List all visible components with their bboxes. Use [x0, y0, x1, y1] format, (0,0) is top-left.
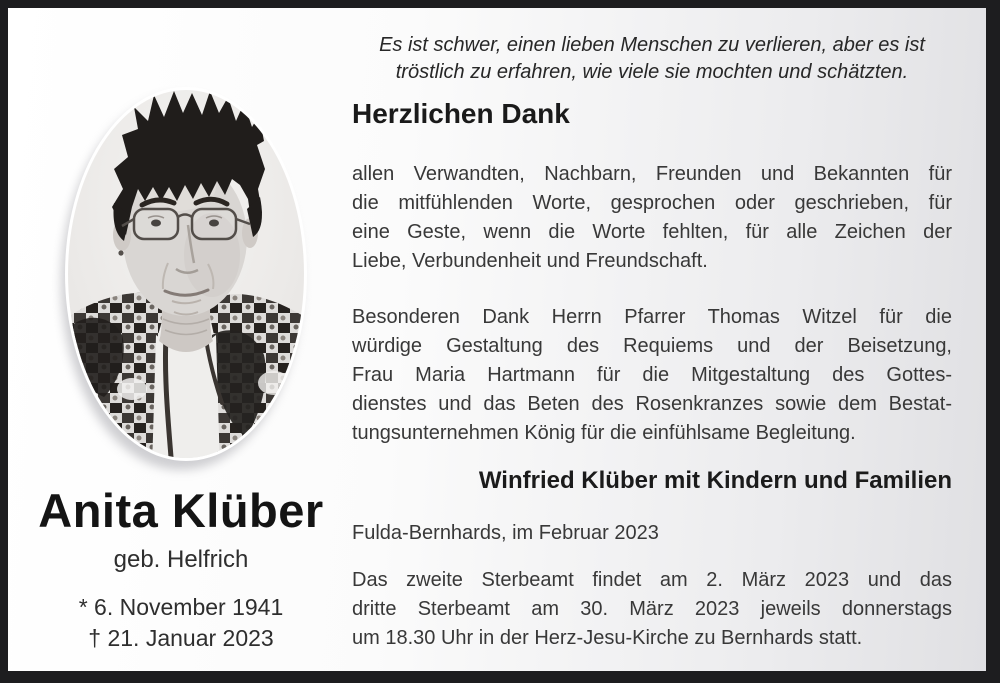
earring	[118, 250, 123, 255]
paragraph-line: um 18.30 Uhr in der Herz-Jesu-Kirche zu Bernhards statt.	[352, 627, 863, 649]
place-date: Fulda-Bernhards, im Februar 2023	[352, 522, 659, 544]
deceased-name: Anita Klüber	[38, 484, 324, 537]
paragraph-line: eine Geste, wenn die Worte fehlten, für alle Zeichen der	[352, 221, 952, 243]
announcement-paragraph	[352, 566, 952, 653]
paragraph-line: Besonderen Dank Herrn Pfarrer Thomas Witzel für die	[352, 306, 952, 328]
paragraph-line: würdige Gestaltung des Requiems und der Beisetzung,	[352, 335, 952, 357]
portrait-photo	[62, 80, 310, 472]
paragraph-line: tungsunternehmen König für die einfühlsame Begleitung.	[352, 422, 856, 444]
life-dates	[10, 592, 352, 654]
thanks-paragraph-2	[352, 303, 952, 448]
paragraph-line: allen Verwandten, Nachbarn, Freunden und Bekannten für	[352, 163, 952, 185]
maiden-name: geb. Helfrich	[113, 546, 249, 573]
birth-date: * 6. November 1941	[78, 594, 284, 620]
signature-line: Winfried Klüber mit Kindern und Familien	[478, 467, 952, 494]
notice-background	[8, 8, 986, 671]
paragraph-line: Liebe, Verbundenheit und Freundschaft.	[352, 250, 708, 272]
epigraph	[352, 32, 952, 86]
paragraph-line: Frau Maria Hartmann für die Mitgestaltung des Gottes-	[352, 364, 952, 386]
paragraph-line: dienstes und das Beten des Rosenkranzes sowie dem Bestat-	[352, 393, 952, 415]
paragraph-line: Das zweite Sterbeamt findet am 2. März 2023 und das	[352, 569, 952, 591]
portrait-svg	[62, 80, 310, 472]
thanks-heading: Herzlichen Dank	[352, 98, 570, 129]
death-date: † 21. Januar 2023	[88, 625, 274, 651]
thanks-paragraph-1	[352, 160, 952, 276]
paragraph-line: die mitfühlenden Worte, gesprochen oder geschrieben, für	[352, 192, 952, 214]
paragraph-line: dritte Sterbeamt am 30. März 2023 jeweils donnerstags	[352, 598, 952, 620]
epigraph-line: tröstlich zu erfahren, wie viele sie mochten und schätzten.	[395, 61, 909, 83]
epigraph-line: Es ist schwer, einen lieben Menschen zu verlieren, aber es ist	[379, 34, 925, 56]
